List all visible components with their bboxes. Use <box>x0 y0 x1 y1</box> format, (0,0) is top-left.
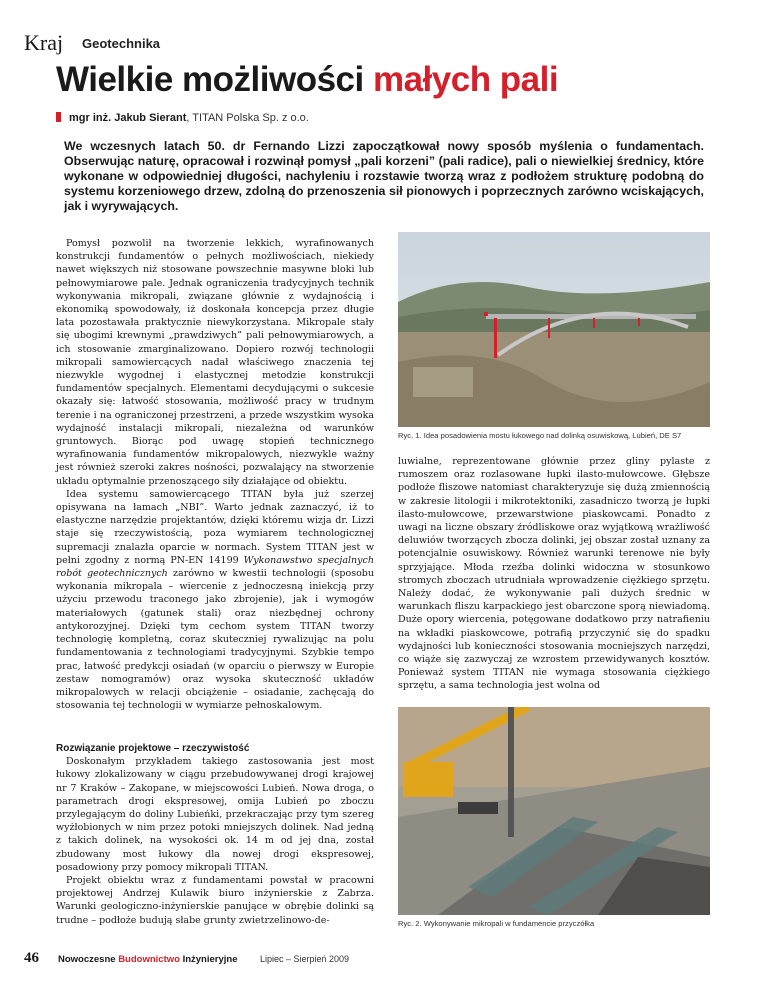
article-title <box>56 60 558 100</box>
column-1-bottom <box>56 742 374 927</box>
journal-name: Nowoczesne Budownictwo Inżynieryjne <box>58 954 238 965</box>
author-marker <box>56 112 61 122</box>
figure-2-caption: Ryc. 2. Wykonywanie mikropali w fundamencie przyczółka <box>398 919 595 928</box>
page-number: 46 <box>24 950 39 966</box>
drilling-photo <box>398 707 710 915</box>
lead-paragraph: We wczesnych latach 50. dr Fernando Lizzi zapoczątkował nowy sposób myślenia o fundamentach. Obserwując naturę, opracował i rozwinął pomysł „pali korzeni” (pali radice), pali o niewielkiej średnicy, które wykonane w odpowiedniej długości, nachyleniu i rozstawie tworzą wraz z podłożem strukturę podobną do systemu korzeniowego drzew, zdolną do przenoszenia sił pionowych i poprzecznych zarówno wciskających, jak i wyrywających. <box>64 139 704 213</box>
paragraph: Idea systemu samowiercącego TITAN była już szerzej opisywana na łamach „NBI”. Warto jednak zaznaczyć, iż to elastyczne narzędzie projektantów, dzięki któremu wizja dr. Lizzi staje się rzeczywistością, poza wymiarem technologicznej supremacji znalazła oparcie w normach. System TITAN jest w pełni zgodny z normą PN-EN 14199 Wykonawstwo specjalnych robót geotechnicznych zarówno w kwestii technologii (sposobu wykonania mikropala – wiercenie z jednoczesną iniekcją przy użyciu przewodu traconego jako zbrojenie), jak i wymogów materiałowych (gatunek stali) oraz niezbędnej ochrony antykorozyjnej. Dzięki tym cechom system TITAN tworzy technologię kompletną, coraz skuteczniej rywalizując na polu fundamentowania z technologiami tradycyjnymi. Szybkie tempo prac, łatwość predykcji osiadań (w oparciu o pierwszy w Europie zestaw nomogramów) oraz wysoka skuteczność układów mikropalowych w relacji obciążenie – osiadanie, zachęcają do stosowania tej technologii w wymiarze pełnoskalowym. <box>56 488 375 712</box>
paragraph: luwialne, reprezentowane głównie przez gliny pylaste z rumoszem oraz rozlasowane łupki ilasto-mułowcowe. Głębsze podłoże fliszowe natomiast charakteryzuje się dużą zmiennością w zakresie litologii i mikrotektoniki, zasadniczo tworzą je łupki ilasto-mułowcowe, przewarstwione piaskowcami. Ponadto z uwagi na liczne obszary źródliskowe oraz wyjątkową wrażliwość deluwiów tworzących zbocza dolinki, jej obszar został uznany za potencjalnie osuwiskowy. Również warunki terenowe nie były sprzyjające. Młoda rzeźba dolinki widoczna w stosunkowo stromych zboczach utrudniała wprowadzenie ciężkiego sprzętu. Należy dodać, że wykonywanie pali dużych średnic w warunkach fliszu karpackiego jest obarczone sporą niewiadomą. Duże opory wiercenia, potęgowane dodatkowo przy natrafieniu na wkładki piaskowcowe, potrafią przyczynić się do spadku wydajności lub konieczności stosowania mocniejszych narzędzi, co wiąże się zazwyczaj ze wzrostem przewidywanych kosztów. Ponieważ system TITAN nie wymaga stosowania ciężkiego sprzętu, a sama technologia jest wolna od <box>398 456 710 692</box>
title-part-1: Wielkie możliwości <box>56 60 373 99</box>
subsection-label: Geotechnika <box>82 36 161 51</box>
title-part-2: małych pali <box>372 60 559 99</box>
section-subheading: Rozwiązanie projektowe – rzeczywistość <box>56 743 250 754</box>
author-name: mgr inż. Jakub Sierant <box>69 112 187 124</box>
bridge-photo <box>398 232 710 427</box>
issue-date: Lipiec – Sierpień 2009 <box>260 954 350 964</box>
column-2 <box>398 455 710 693</box>
author-affiliation: , TITAN Polska Sp. z o.o. <box>186 112 309 124</box>
column-1-top <box>56 237 374 712</box>
paragraph: Doskonałym przykładem takiego zastosowania jest most łukowy zlokalizowany w ciągu przebudowywanej drogi krajowej nr 7 Kraków – Zakopane, w miejscowości Lubień. Nowa droga, o parametrach drogi ekspresowej, omija Lubień po zboczu przylegającym do doliny Lubieńki, przekraczając przy tym szereg wyżłobionych w nim przez potoki mniejszych dolinek. Nad jedną z takich dolinek, na wysokości ok. 14 m od jej dna, został zbudowany most łukowy dla nowej drogi ekspresowej, posadowiony przy pomocy mikropali TITAN. <box>56 756 374 873</box>
paragraph: Projekt obiektu wraz z fundamentami powstał w pracowni projektowej Andrzej Kulawik biuro inżynierskie z Zabrza. Warunki geologiczno-inżynierskie panujące w obrębie dolinki są trudne – podłoże budują słabe grunty zwietrzelinowo-de- <box>56 875 374 926</box>
section-label: Kraj <box>24 30 64 55</box>
author-line <box>56 112 309 124</box>
figure-1-caption: Ryc. 1. Idea posadowienia mostu łukowego nad dolinką osuwiskową, Lubień, DE S7 <box>398 431 682 440</box>
paragraph: Pomysł pozwolił na tworzenie lekkich, wyrafinowanych konstrukcji fundamentów o pełnych możliwościach, niekiedy nawet większych niż stosowane powszechnie masywne bloki lub pełnowymiarowe pale. Jednak ograniczenia tradycyjnych technik wykonywania mikropali, związane głównie z wydajnością i ekonomiką spowodowały, iż doskonała koncepcja przez długie lata pozostawała praktycznie niewykorzystana. Mikropale stały się ubogimi krewnymi „prawdziwych” pali pełnowymiarowych, a ich stosowanie zmarginalizowano. Dopiero rozwój technologii mikropali samowiercących nadał właściwego znaczenia tej niezwykle wygodnej i elastycznej metodzie konstrukcji fundamentów specjalnych. Elementami decydującymi o sukcesie okazały się: łatwość stosowania, możliwość pracy w trudnym terenie i na ograniczonej przestrzeni, a przede wszystkim wysoka wydajność instalacji mikropali, niezależna od warunków gruntowych. Biorąc pod uwagę stopień technicznego wyrafinowania fundamentów mikropalowych, niezwykle ważny jest również szeroki zakres nośności, pozwalający na stworzenie układu optymalnie przenoszącego siły działające od obiektu. <box>56 238 374 487</box>
